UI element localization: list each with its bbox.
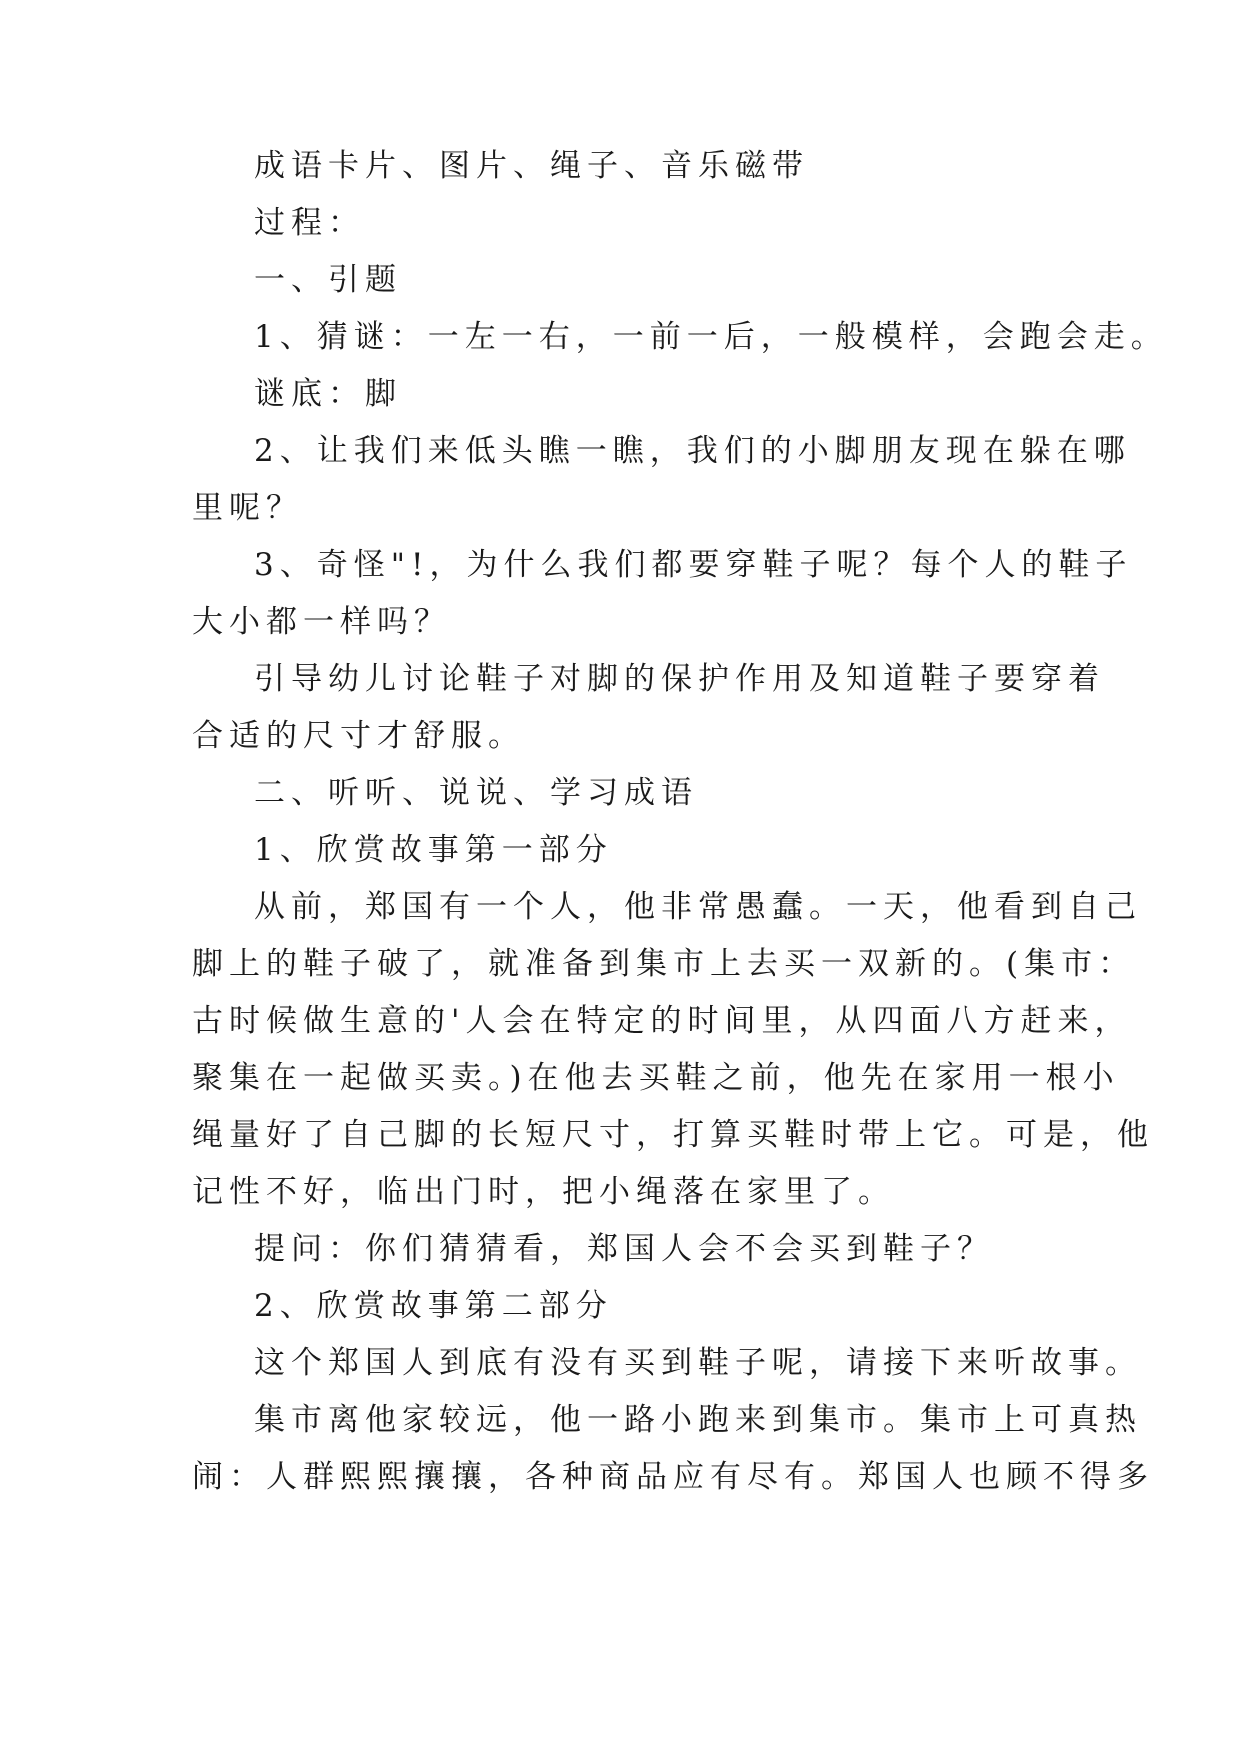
section-heading: 二、听听、说说、学习成语 bbox=[254, 775, 698, 811]
text-line: 大小都一样吗？ bbox=[192, 604, 451, 640]
text-line: 引导幼儿讨论鞋子对脚的保护作用及知道鞋子要穿着 bbox=[254, 661, 1105, 697]
text-line: 聚集在一起做买卖。)在他去买鞋之前，他先在家用一根小 bbox=[192, 1060, 1120, 1096]
text-line: 里呢？ bbox=[192, 490, 303, 526]
text-line: 3、奇怪"!，为什么我们都要穿鞋子呢？每个人的鞋子 bbox=[254, 547, 1133, 583]
text-line: 提问：你们猜猜看，郑国人会不会买到鞋子？ bbox=[254, 1231, 994, 1267]
text-line: 合适的尺寸才舒服。 bbox=[192, 718, 525, 754]
text-line: 脚上的鞋子破了，就准备到集市上去买一双新的。(集市： bbox=[192, 946, 1136, 982]
text-line: 这个郑国人到底有没有买到鞋子呢，请接下来听故事。 bbox=[254, 1345, 1142, 1381]
text-line: 谜底：脚 bbox=[254, 376, 402, 412]
text-line: 过程： bbox=[254, 205, 365, 241]
text-line: 成语卡片、图片、绳子、音乐磁带 bbox=[254, 148, 809, 184]
text-line: 集市离他家较远，他一路小跑来到集市。集市上可真热 bbox=[254, 1402, 1142, 1438]
text-line: 古时候做生意的'人会在特定的时间里，从四面八方赶来， bbox=[192, 1003, 1132, 1039]
text-line: 记性不好，临出门时，把小绳落在家里了。 bbox=[192, 1174, 895, 1210]
text-line: 从前，郑国有一个人，他非常愚蠢。一天，他看到自己 bbox=[254, 889, 1142, 925]
text-line: 2、欣赏故事第二部分 bbox=[254, 1288, 613, 1324]
text-line: 闹：人群熙熙攘攘，各种商品应有尽有。郑国人也顾不得多 bbox=[192, 1459, 1154, 1495]
text-line: 绳量好了自己脚的长短尺寸，打算买鞋时带上它。可是，他 bbox=[192, 1117, 1154, 1153]
text-line: 1、猜谜：一左一右，一前一后，一般模样，会跑会走。 bbox=[254, 319, 1168, 355]
text-line: 1、欣赏故事第一部分 bbox=[254, 832, 613, 868]
section-heading: 一、引题 bbox=[254, 262, 402, 298]
text-line: 2、让我们来低头瞧一瞧，我们的小脚朋友现在躲在哪 bbox=[254, 433, 1131, 469]
